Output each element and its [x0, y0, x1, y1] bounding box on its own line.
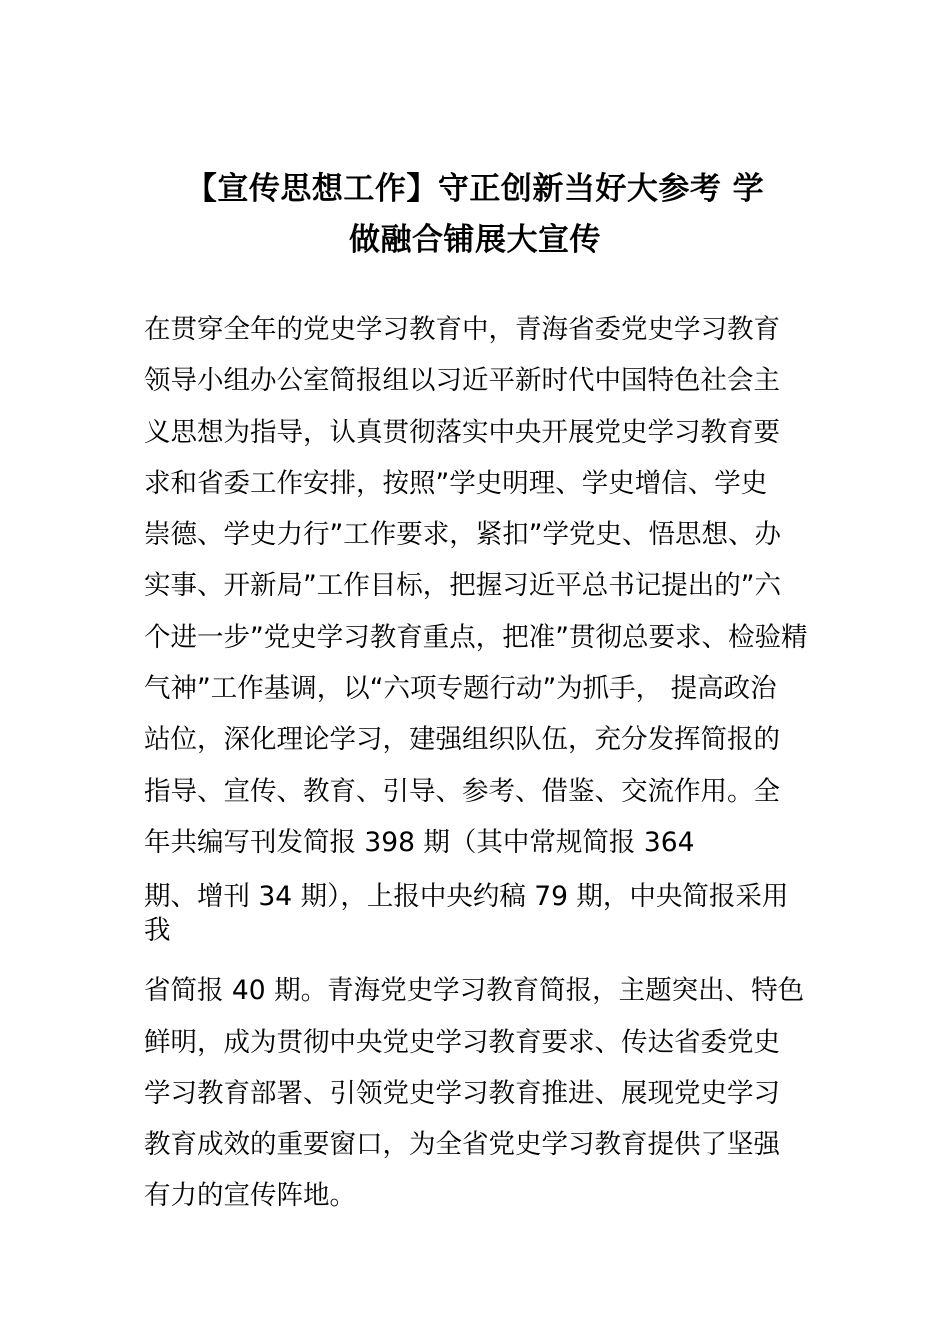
body-line: 义思想为指导，认真贯彻落实中央开展党史学习教育要	[144, 416, 780, 448]
title-line-2: 做融合铺展大宣传	[349, 222, 601, 258]
body-line: 气神”工作基调，以“六项专题行动”为抓手， 提高政治	[144, 673, 777, 705]
title-line-1: 【宣传思想工作】守正创新当好大参考 学	[185, 171, 765, 207]
document-title	[0, 164, 950, 266]
body-paragraph	[144, 304, 844, 1222]
body-line: 指导、宣传、教育、引导、参考、借鉴、交流作用。全	[144, 775, 780, 807]
body-line: 学习教育部署、引领党史学习教育推进、展现党史学习	[144, 1077, 780, 1109]
body-line: 年共编写刊发简报 398 期（其中常规简报 364	[144, 826, 695, 858]
body-line: 教育成效的重要窗口，为全省党史学习教育提供了坚强	[144, 1129, 780, 1161]
body-line: 鲜明，成为贯彻中央党史学习教育要求、传达省委党史	[144, 1026, 780, 1058]
body-line: 崇德、学史力行”工作要求，紧扣”学党史、悟思想、办	[144, 519, 781, 551]
body-line: 个进一步”党史学习教育重点，把准”贯彻总要求、检验精	[144, 621, 808, 653]
body-line: 求和省委工作安排，按照”学史明理、学史增信、学史	[144, 467, 768, 499]
body-line: 省简报 40 期。青海党史学习教育简报，主题突出、特色	[144, 975, 805, 1007]
body-line: 期、增刊 34 期），上报中央约稿 79 期，中央简报采用	[144, 881, 789, 913]
body-line: 实事、开新局”工作目标，把握习近平总书记提出的”六	[144, 570, 781, 602]
body-line: 我	[144, 915, 171, 947]
body-line: 领导小组办公室简报组以习近平新时代中国特色社会主	[144, 365, 780, 397]
body-line: 站位，深化理论学习，建强组织队伍，充分发挥简报的	[144, 724, 780, 756]
body-line: 在贯穿全年的党史学习教育中，青海省委党史学习教育	[144, 314, 780, 345]
body-line: 有力的宣传阵地。	[144, 1180, 356, 1212]
